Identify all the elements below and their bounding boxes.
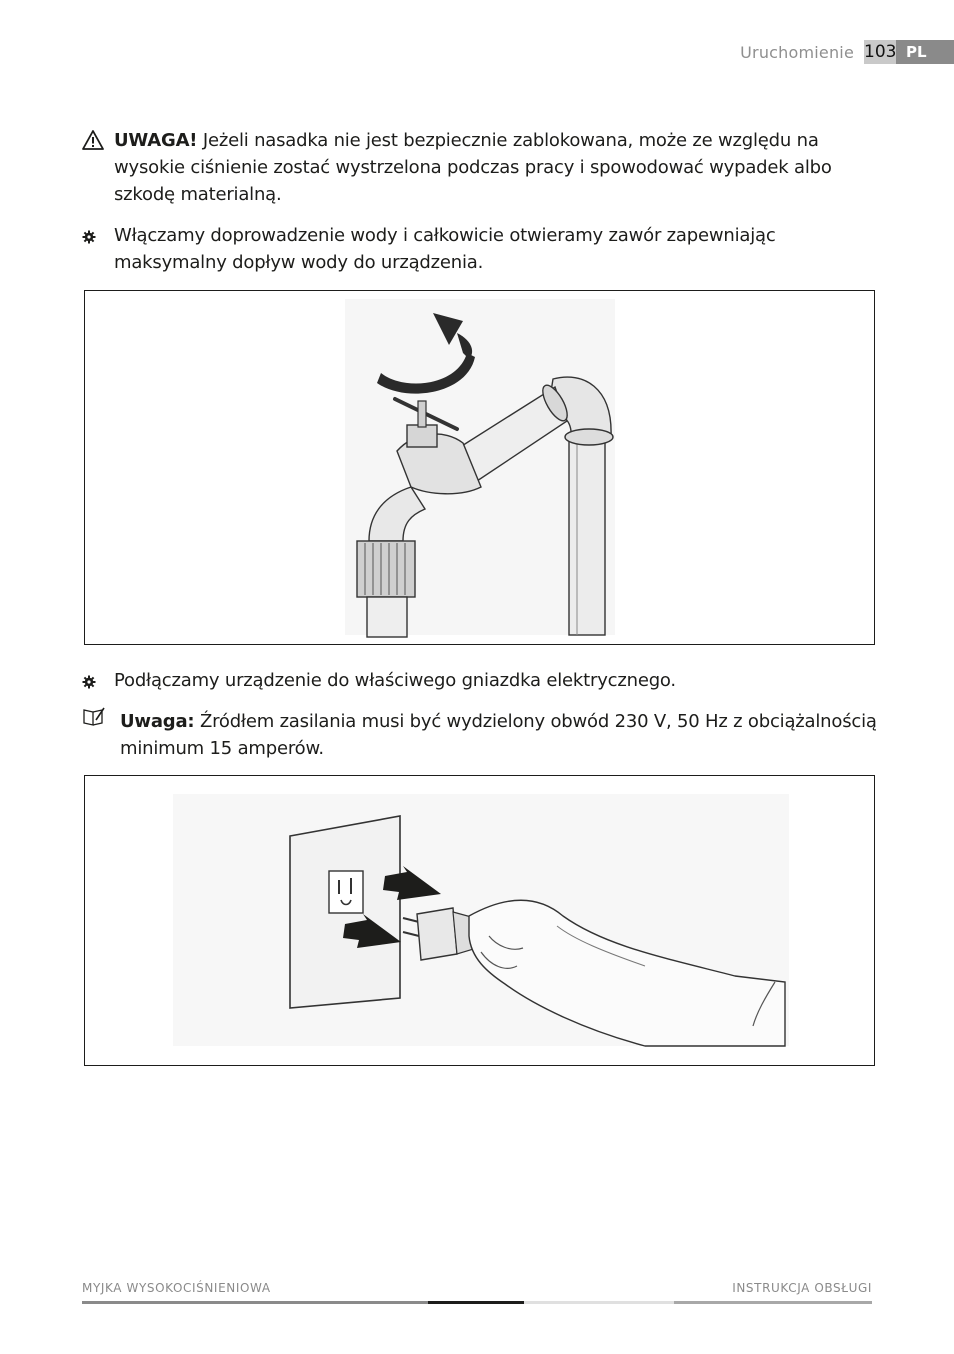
- step-power-text: Podłączamy urządzenie do właściwego gniazdka elektrycznego.: [114, 670, 676, 691]
- bullet-gear-icon: [82, 674, 104, 696]
- note-text: Źródłem zasilania musi być wydzielony obwód 230 V, 50 Hz z obciążalnością minimum 15 amperów.: [120, 711, 877, 759]
- warning-paragraph: [114, 127, 874, 208]
- language-tab: PL: [896, 40, 954, 64]
- tap-illustration: [85, 291, 874, 644]
- note-label: Uwaga:: [120, 711, 195, 732]
- footer-manual: INSTRUKCJA OBSŁUGI: [732, 1281, 872, 1295]
- footer-bar-segment: [428, 1301, 524, 1304]
- section-title: Uruchomienie: [740, 43, 854, 62]
- step-water-text: Włączamy doprowadzenie wody i całkowicie otwieramy zawór zapewniając maksymalny dopływ wody do urządzenia.: [114, 225, 776, 273]
- warning-text: Jeżeli nasadka nie jest bezpiecznie zablokowana, może ze względu na wysokie ciśnienie zostać wystrzelona podczas pracy i spowodować wypadek albo szkodę materialną.: [114, 130, 832, 205]
- footer-product: MYJKA WYSOKOCIŚNIENIOWA: [82, 1281, 271, 1295]
- footer-bar-segment: [674, 1301, 872, 1304]
- figure-tap: [84, 290, 875, 645]
- footer-bar-segment: [82, 1301, 428, 1304]
- page-number: 103: [864, 42, 897, 62]
- figure-plug: [84, 775, 875, 1066]
- bullet-gear-icon: [82, 229, 104, 251]
- note-paragraph: [120, 708, 880, 762]
- book-note-icon: [82, 707, 104, 729]
- footer-bar-segment: [524, 1301, 674, 1304]
- warning-label: UWAGA!: [114, 130, 198, 151]
- warning-triangle-icon: [82, 130, 104, 152]
- plug-illustration: [85, 776, 874, 1065]
